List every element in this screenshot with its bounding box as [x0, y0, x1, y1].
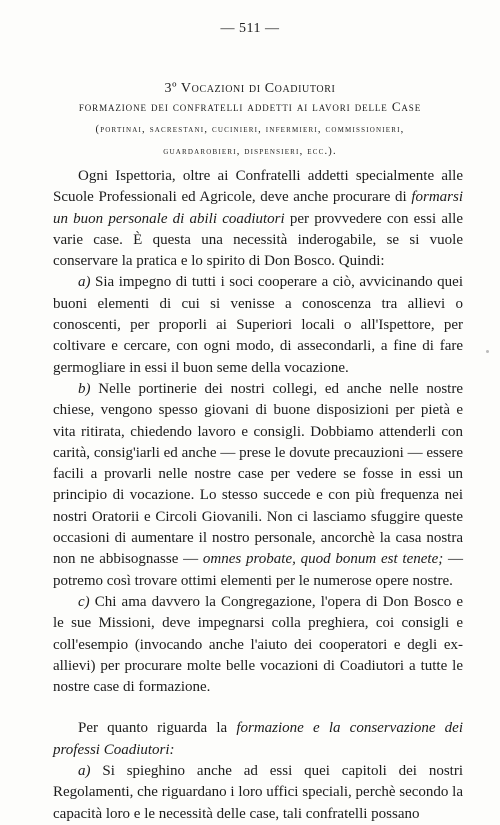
latin-quote: omnes probate, quod bonum est tenete;	[202, 551, 444, 568]
formation-intro-paragraph: Per quanto riguarda la formazione e la conservazione dei professi Coadiutori:	[53, 720, 463, 758]
intro-paragraph: Ogni Ispettoria, oltre ai Confratelli addetti specialmente alle Scuole Professionali ed Agricole, deve anche procurare di formarsi un buon personale di abili coadiutori per provvedere con essi alle varie case. È questa una necessità inderogabile, se si vuole conservare la pratica e lo spirito di Don Bosco. Quindi:	[53, 168, 463, 270]
item-letter: a)	[78, 763, 91, 780]
paragraph-a: a) Sia impegno di tutti i soci cooperare a ciò, avvicinando quei buoni elementi di cui si venisse a conoscenza tra allievi o conoscenti, per proporli ai Superiori locali o all'Ispettore, per coltivare e cercare, con ogni modo, di assecondarli, a fine di fare germogliare in essi il buon seme della vocazione.	[53, 274, 463, 376]
emphasis: formazione e la conservazione dei professi Coadiutori:	[53, 720, 463, 758]
section-title: 3º Vocazioni di Coadiutori	[164, 81, 336, 96]
section-subtitle: formazione dei confratelli addetti ai lavori delle Case	[78, 99, 422, 114]
page-number: — 511 —	[220, 21, 280, 36]
parenthetical-line-1: (portinai, sacrestani, cucinieri, infermieri, commissionieri,	[95, 124, 405, 135]
paragraph-c: c) Chi ama davvero la Congregazione, l'opera di Don Bosco e le sue Missioni, deve impegnarsi colla preghiera, coi consigli e coll'esempio (invocando anche l'aiuto dei cooperatori e degli ex-allievi) per procurare molte belle vocazioni di Coadiutori a tutte le nostre case di formazione.	[53, 593, 463, 696]
paragraph-b: b) Nelle portinerie dei nostri collegi, ed anche nelle nostre chiese, vengono spesso giovani di buone disposizioni per pietà e vita ritirata, chiedendo lavoro e consigli. Dobbiamo attenderli con carità, consig'iarli ed anche — prese le dovute precauzioni — essere facili a provarli nelle nostre case per vedere se fosse in essi un principio di vocazione. Lo stesso succede e con più frequenza nei nostri Oratorii e Circoli Giovanili. Non ci lasciamo sfuggire queste occasioni di aumentare il nostro personale, ancorchè la casa nostra non ne abbisognasse — omnes probate, quod bonum est tenete; — potremo così trovare ottimi elementi per le numerose opere nostre.	[53, 380, 464, 589]
item-letter: a)	[78, 274, 91, 291]
margin-speck	[486, 350, 489, 353]
parenthetical-line-2: guardarobieri, dispensieri, ecc.).	[163, 146, 337, 157]
body-text	[53, 166, 463, 825]
formation-paragraph-a: a) Si spieghino anche ad essi quei capitoli dei nostri Regolamenti, che riguardano i loro uffici speciali, perchè secondo la capacità loro e le necessità delle case, tali confratelli possano	[53, 763, 463, 822]
item-letter: b)	[78, 380, 91, 397]
emphasis: formarsi un buon personale di abili coadiutori	[53, 189, 463, 227]
item-letter: c)	[78, 593, 90, 610]
